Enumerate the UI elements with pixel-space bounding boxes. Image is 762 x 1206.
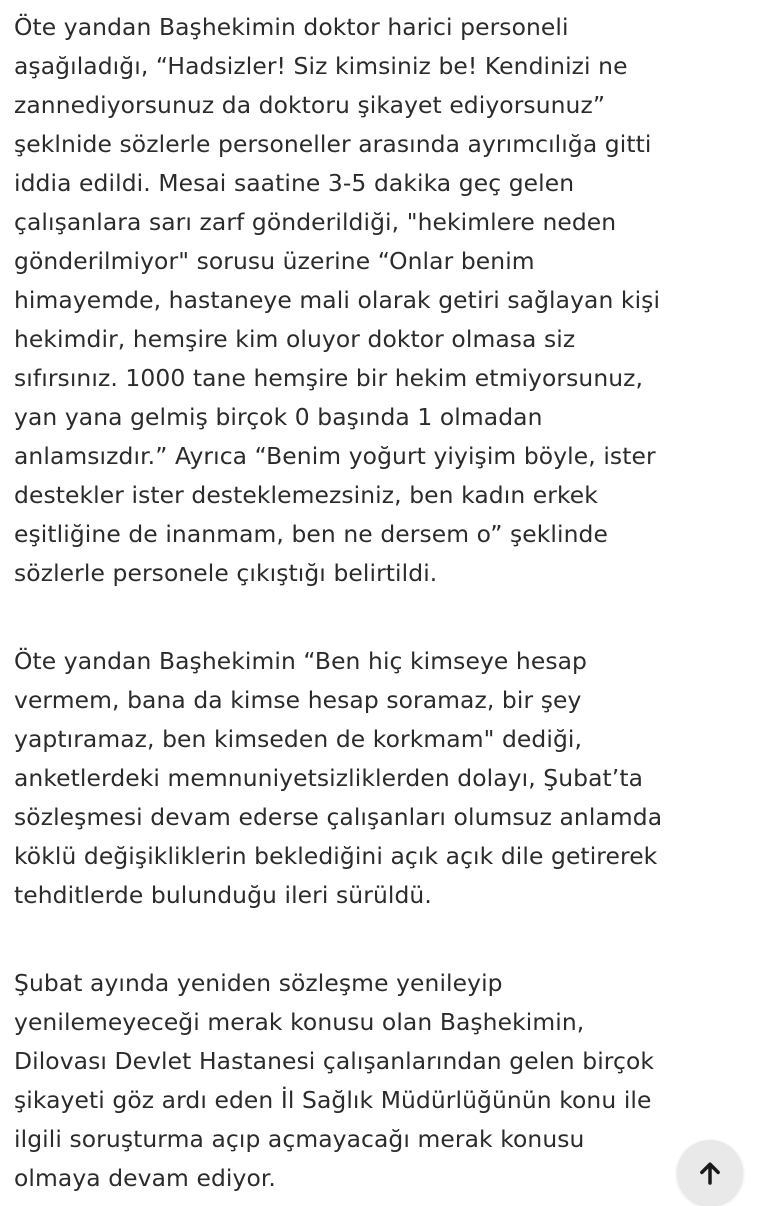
article-paragraph — [14, 964, 754, 1198]
text-line: çalışanlara sarı zarf gönderildiği, "hekimlere neden — [14, 208, 617, 236]
text-line: himayemde, hastaneye mali olarak getiri sağlayan kişi — [14, 286, 661, 314]
article-paragraph — [14, 642, 754, 915]
text-line: sıfırsınız. 1000 tane hemşire bir hekim etmiyorsunuz, — [14, 364, 644, 392]
text-line: eşitliğine de inanmam, ben ne dersem o” şeklinde — [14, 520, 608, 548]
text-line: Öte yandan Başhekimin “Ben hiç kimseye hesap — [14, 647, 587, 675]
text-line: hekimdir, hemşire kim oluyor doktor olmasa siz — [14, 325, 576, 353]
text-line: iddia edildi. Mesai saatine 3-5 dakika geç gelen — [14, 169, 575, 197]
text-line: vermem, bana da kimse hesap soramaz, bir şey — [14, 686, 582, 714]
text-line: sözlerle personele çıkıştığı belirtildi. — [14, 559, 438, 587]
text-line: Öte yandan Başhekimin doktor harici personeli — [14, 13, 569, 41]
article-paragraph — [14, 0, 754, 593]
text-line: destekler ister desteklemezsiniz, ben kadın erkek — [14, 481, 598, 509]
scroll-to-top-button[interactable] — [677, 1140, 743, 1206]
text-line: yenilemeyeceği merak konusu olan Başhekimin, — [14, 1008, 585, 1036]
text-line: yan yana gelmiş birçok 0 başında 1 olmadan — [14, 403, 543, 431]
text-line: gönderilmiyor" sorusu üzerine “Onlar benim — [14, 247, 535, 275]
text-line: şeklnide sözlerle personeller arasında ayrımcılığa gitti — [14, 130, 652, 158]
text-line: anketlerdeki memnuniyetsizliklerden dolayı, Şubat’ta — [14, 764, 644, 792]
text-line: aşağıladığı, “Hadsizler! Siz kimsiniz be! Kendinizi ne — [14, 52, 628, 80]
text-line: anlamsızdır.” Ayrıca “Benim yoğurt yiyişim böyle, ister — [14, 442, 656, 470]
text-line: ilgili soruşturma açıp açmayacağı merak konusu — [14, 1125, 585, 1153]
text-line: yaptıramaz, ben kimseden de korkmam" dediği, — [14, 725, 583, 753]
arrow-up-icon — [695, 1158, 725, 1188]
paragraph-spacer — [14, 593, 754, 642]
article-body — [14, 0, 754, 1198]
text-line: Dilovası Devlet Hastanesi çalışanlarından gelen birçok — [14, 1047, 655, 1075]
paragraph-spacer — [14, 915, 754, 964]
text-line: tehditlerde bulunduğu ileri sürüldü. — [14, 881, 432, 909]
text-line: olmaya devam ediyor. — [14, 1164, 276, 1192]
text-line: şikayeti göz ardı eden İl Sağlık Müdürlüğünün konu ile — [14, 1086, 652, 1114]
text-line: sözleşmesi devam ederse çalışanları olumsuz anlamda — [14, 803, 663, 831]
text-line: Şubat ayında yeniden sözleşme yenileyip — [14, 969, 503, 997]
text-line: köklü değişikliklerin beklediğini açık açık dile getirerek — [14, 842, 658, 870]
text-line: zannediyorsunuz da doktoru şikayet ediyorsunuz” — [14, 91, 606, 119]
